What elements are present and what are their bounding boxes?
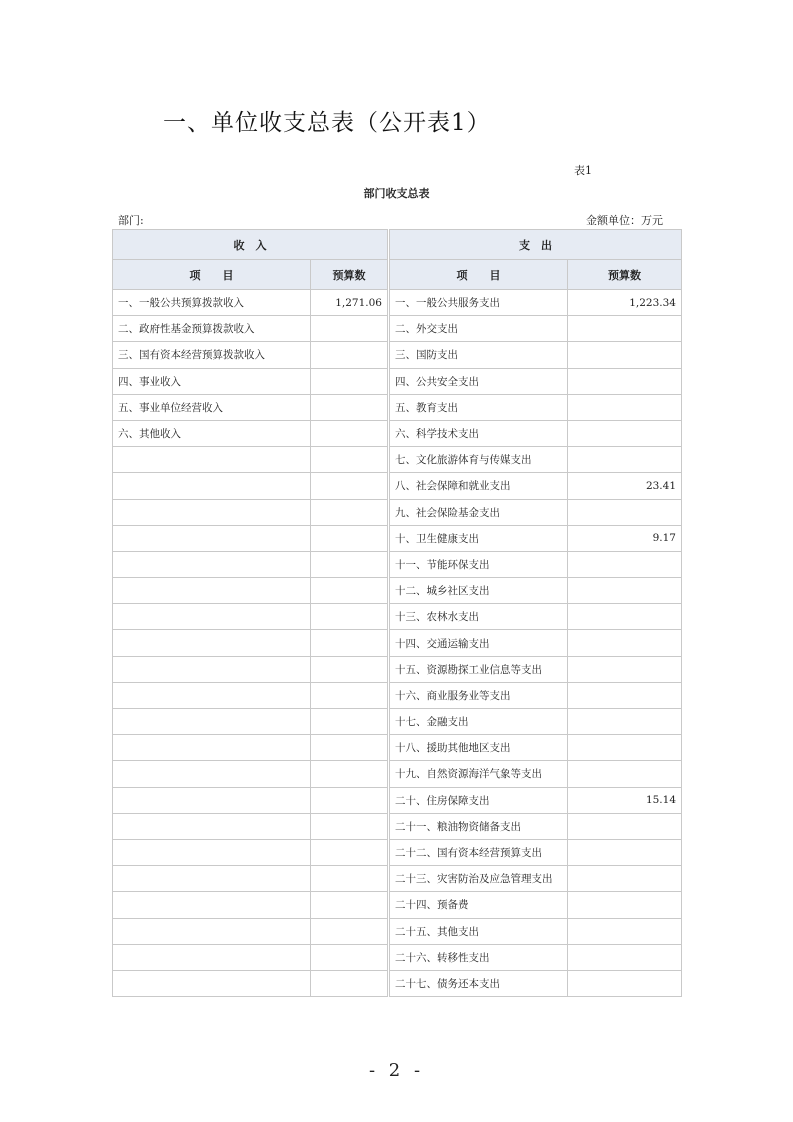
income-value-cell (311, 316, 388, 342)
unit-label: 金额单位：万元 (586, 214, 663, 227)
expense-item-cell: 一、一般公共服务支出 (390, 290, 568, 316)
income-item-cell (113, 551, 311, 577)
expense-value-cell (568, 839, 682, 865)
expense-value-cell (568, 709, 682, 735)
expense-value-cell: 9.17 (568, 525, 682, 551)
income-value-cell (311, 813, 388, 839)
income-item-cell (113, 499, 311, 525)
expense-item-cell: 四、公共安全支出 (390, 368, 568, 394)
table-row (113, 761, 682, 787)
expense-item-cell: 五、教育支出 (390, 394, 568, 420)
expense-item-cell: 三、国防支出 (390, 342, 568, 368)
expense-item-cell: 六、科学技术支出 (390, 420, 568, 446)
income-value-cell (311, 499, 388, 525)
income-value-cell (311, 578, 388, 604)
income-value-cell (311, 918, 388, 944)
table-row (113, 918, 682, 944)
table-row (113, 630, 682, 656)
expense-value-cell (568, 316, 682, 342)
expense-value-cell (568, 813, 682, 839)
income-value-cell (311, 735, 388, 761)
income-item-cell: 三、国有资本经营预算拨款收入 (113, 342, 311, 368)
income-item-header: 项 目 (113, 260, 311, 290)
income-value-cell (311, 866, 388, 892)
income-value-cell (311, 970, 388, 996)
table-row (113, 578, 682, 604)
table-row (113, 447, 682, 473)
income-item-cell (113, 892, 311, 918)
income-item-cell: 二、政府性基金预算拨款收入 (113, 316, 311, 342)
table-row (113, 735, 682, 761)
expense-item-cell: 十六、商业服务业等支出 (390, 682, 568, 708)
income-item-cell (113, 656, 311, 682)
income-item-cell (113, 682, 311, 708)
table-row (113, 551, 682, 577)
income-item-cell (113, 787, 311, 813)
table-row (113, 787, 682, 813)
expense-item-cell: 十四、交通运输支出 (390, 630, 568, 656)
department-label: 部门: (118, 214, 144, 227)
income-value-cell (311, 839, 388, 865)
page-number: - 2 - (368, 1060, 425, 1081)
table-row (113, 682, 682, 708)
table-row (113, 290, 682, 316)
income-value-cell (311, 709, 388, 735)
expense-value-cell (568, 342, 682, 368)
expense-item-cell: 二、外交支出 (390, 316, 568, 342)
expense-item-cell: 十五、资源勘探工业信息等支出 (390, 656, 568, 682)
table-row (113, 473, 682, 499)
expense-item-cell: 十、卫生健康支出 (390, 525, 568, 551)
expense-item-cell: 二十六、转移性支出 (390, 944, 568, 970)
income-item-cell: 一、一般公共预算拨款收入 (113, 290, 311, 316)
income-value-cell (311, 761, 388, 787)
table-row (113, 866, 682, 892)
expense-value-cell (568, 499, 682, 525)
income-item-cell: 四、事业收入 (113, 368, 311, 394)
expense-value-cell (568, 944, 682, 970)
income-budget-header: 预算数 (311, 260, 388, 290)
income-item-cell (113, 813, 311, 839)
expense-value-cell: 15.14 (568, 787, 682, 813)
income-value-cell (311, 551, 388, 577)
income-item-cell (113, 525, 311, 551)
table-row (113, 525, 682, 551)
expense-value-cell (568, 918, 682, 944)
expense-item-cell: 二十、住房保障支出 (390, 787, 568, 813)
expense-value-cell (568, 682, 682, 708)
expense-value-cell (568, 578, 682, 604)
income-value-cell (311, 892, 388, 918)
income-item-cell (113, 709, 311, 735)
income-item-cell (113, 866, 311, 892)
income-value-cell (311, 447, 388, 473)
income-value-cell (311, 525, 388, 551)
expense-value-cell (568, 420, 682, 446)
table-row (113, 709, 682, 735)
expense-value-cell (568, 761, 682, 787)
income-value-cell (311, 604, 388, 630)
income-item-cell (113, 761, 311, 787)
income-value-cell (311, 420, 388, 446)
table-title: 部门收支总表 (363, 187, 430, 200)
table-row (113, 420, 682, 446)
expense-item-cell: 九、社会保险基金支出 (390, 499, 568, 525)
expense-item-cell: 二十四、预备费 (390, 892, 568, 918)
expense-header: 支 出 (390, 230, 682, 260)
expense-item-cell: 二十七、债务还本支出 (390, 970, 568, 996)
expense-item-cell: 十九、自然资源海洋气象等支出 (390, 761, 568, 787)
table-row (113, 394, 682, 420)
table-row (113, 499, 682, 525)
income-item-cell (113, 604, 311, 630)
income-item-cell (113, 944, 311, 970)
table-row (113, 839, 682, 865)
expense-value-cell (568, 368, 682, 394)
expense-budget-header: 预算数 (568, 260, 682, 290)
table-row (113, 892, 682, 918)
expense-item-cell: 十二、城乡社区支出 (390, 578, 568, 604)
income-value-cell (311, 656, 388, 682)
table-row (113, 813, 682, 839)
income-value-cell (311, 368, 388, 394)
income-item-cell (113, 473, 311, 499)
expense-value-cell (568, 394, 682, 420)
expense-item-cell: 二十二、国有资本经营预算支出 (390, 839, 568, 865)
expense-value-cell: 23.41 (568, 473, 682, 499)
table-row (113, 604, 682, 630)
income-value-cell: 1,271.06 (311, 290, 388, 316)
expense-item-header: 项 目 (390, 260, 568, 290)
expense-value-cell (568, 970, 682, 996)
income-value-cell (311, 630, 388, 656)
expense-item-cell: 二十五、其他支出 (390, 918, 568, 944)
table-row (113, 342, 682, 368)
expense-value-cell: 1,223.34 (568, 290, 682, 316)
expense-value-cell (568, 604, 682, 630)
income-value-cell (311, 394, 388, 420)
income-item-cell (113, 630, 311, 656)
income-item-cell: 五、事业单位经营收入 (113, 394, 311, 420)
income-item-cell (113, 839, 311, 865)
table-number: 表1 (574, 164, 592, 177)
income-item-cell (113, 918, 311, 944)
expense-item-cell: 八、社会保障和就业支出 (390, 473, 568, 499)
income-value-cell (311, 944, 388, 970)
income-value-cell (311, 682, 388, 708)
expense-item-cell: 十七、金融支出 (390, 709, 568, 735)
income-value-cell (311, 787, 388, 813)
expense-value-cell (568, 892, 682, 918)
income-value-cell (311, 473, 388, 499)
expense-value-cell (568, 447, 682, 473)
expense-value-cell (568, 551, 682, 577)
income-item-cell (113, 447, 311, 473)
expense-value-cell (568, 735, 682, 761)
table-row (113, 944, 682, 970)
income-header: 收 入 (113, 230, 388, 260)
expense-value-cell (568, 866, 682, 892)
expense-item-cell: 十一、节能环保支出 (390, 551, 568, 577)
expense-item-cell: 十八、援助其他地区支出 (390, 735, 568, 761)
expense-item-cell: 七、文化旅游体育与传媒支出 (390, 447, 568, 473)
income-item-cell: 六、其他收入 (113, 420, 311, 446)
income-item-cell (113, 735, 311, 761)
income-item-cell (113, 578, 311, 604)
expense-item-cell: 二十一、粮油物资储备支出 (390, 813, 568, 839)
income-item-cell (113, 970, 311, 996)
income-value-cell (311, 342, 388, 368)
table-row (113, 368, 682, 394)
table-row (113, 970, 682, 996)
table-row (113, 656, 682, 682)
expense-value-cell (568, 630, 682, 656)
expense-item-cell: 十三、农林水支出 (390, 604, 568, 630)
table-row (113, 316, 682, 342)
page-title: 一、单位收支总表（公开表1） (163, 110, 491, 136)
expense-item-cell: 二十三、灾害防治及应急管理支出 (390, 866, 568, 892)
expense-value-cell (568, 656, 682, 682)
budget-table (112, 229, 682, 997)
